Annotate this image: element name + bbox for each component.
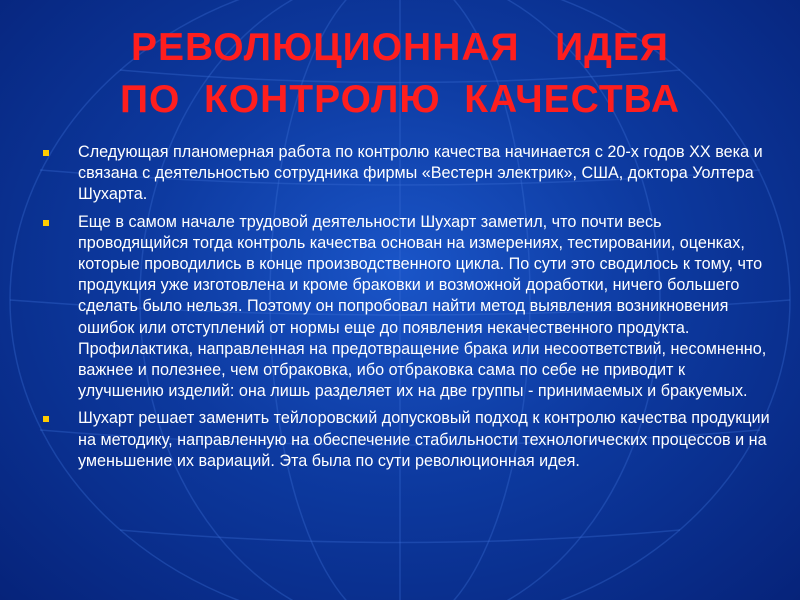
slide-title-line-2: ПО КОНТРОЛЮ КАЧЕСТВА [119, 78, 681, 121]
square-bullet-icon [43, 150, 49, 156]
bullet-item [40, 142, 770, 206]
slide-title [0, 22, 800, 126]
bullet-item [40, 408, 770, 472]
slide-title-line-1: РЕВОЛЮЦИОННАЯ ИДЕЯ [131, 26, 669, 69]
square-bullet-icon [43, 416, 49, 422]
square-bullet-icon [43, 220, 49, 226]
bullet-text: Шухарт решает заменить тейлоровский допусковый подход к контролю качества продукции на методику, направленную на обеспечение стабильности технологических процессов и на уменьшение их вариаций. Эта была по сути революционная идея. [78, 409, 770, 470]
bullet-text: Еще в самом начале трудовой деятельности Шухарт заметил, что почти весь проводящийся тогда контроль качества основан на измерениях, тестировании, оценках, которые проводились в конце производственного цикла. По сути это сводилось к тому, что продукция уже изготовлена и кроме браковки и возможной доработки, ничего большего сделать было нельзя. Поэтому он попробовал найти метод выявления возникновения ошибок или отступлений от нормы еще до появления некачественного продукта. Профилактика, направленная на предотвращение брака или несоответствий, несомненно, важнее и полезнее, чем отбраковка, ибо отбраковка сама по себе не приводит к улучшению изделий: она лишь разделяет их на две группы - принимаемых и бракуемых. [78, 212, 767, 401]
bullet-text: Следующая планомерная работа по контролю качества начинается с 20-х годов XX века и связана с деятельностью сотрудника фирмы «Вестерн электрик», США, доктора Уолтера Шухарта. [78, 143, 763, 204]
bullet-item [40, 212, 770, 403]
bullet-list [40, 142, 770, 478]
